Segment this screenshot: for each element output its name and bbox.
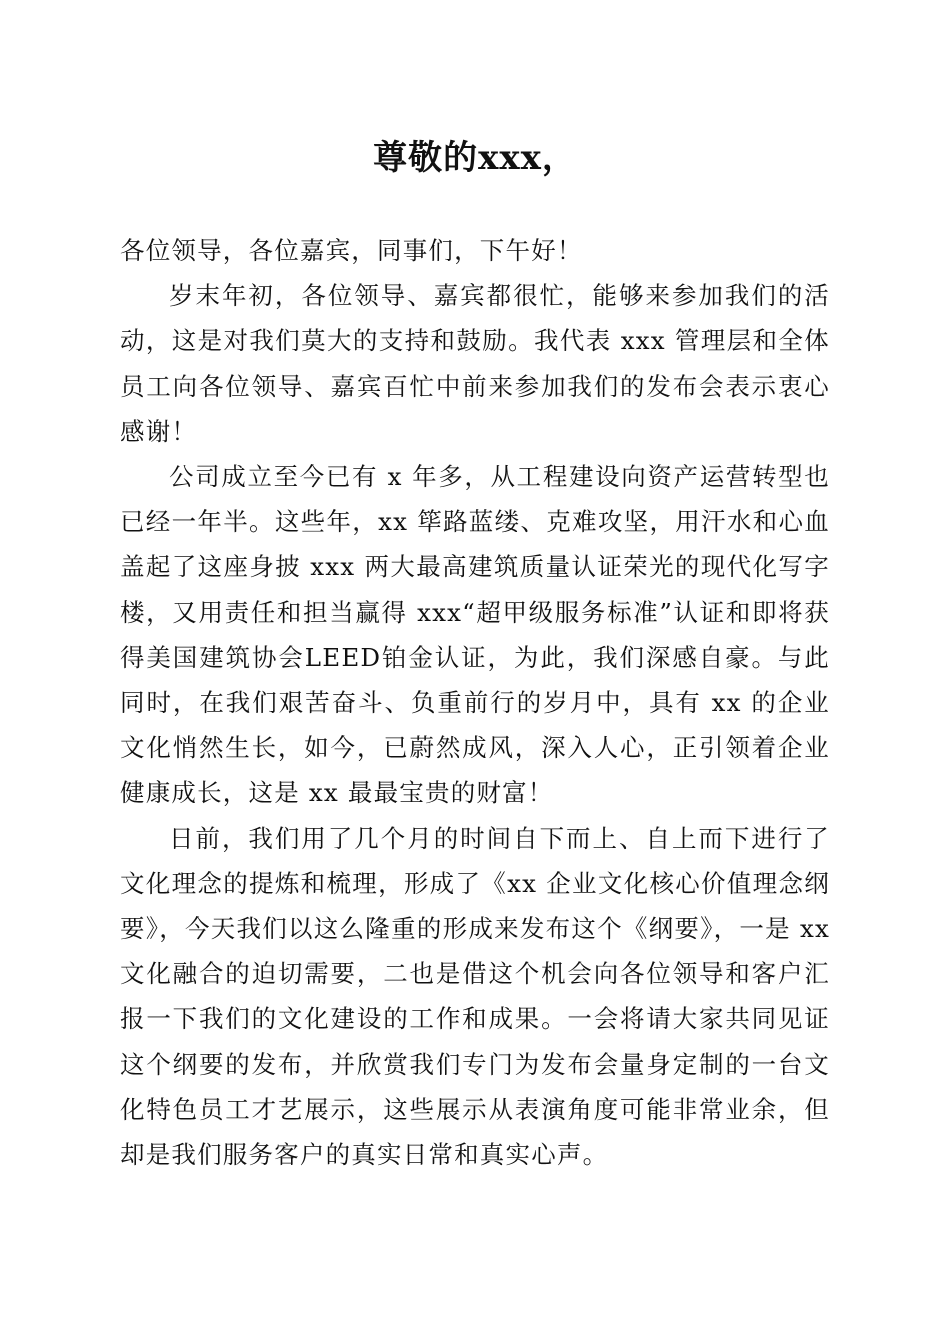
document-title: 尊敬的xxx， (373, 138, 577, 178)
paragraph-1: 岁末年初，各位领导、嘉宾都很忙，能够来参加我们的活动，这是对我们莫大的支持和鼓励。我代表 xxx 管理层和全体员工向各位领导、嘉宾百忙中前来参加我们的发布会表示衷心感谢！ (120, 281, 830, 446)
greeting-line: 各位领导，各位嘉宾，同事们，下午好！ (120, 236, 583, 265)
document-body (120, 228, 830, 1177)
paragraph-3: 日前，我们用了几个月的时间自下而上、自上而下进行了文化理念的提炼和梳理，形成了《xx 企业文化核心价值理念纲要》，今天我们以这么隆重的形成来发布这个《纲要》，一是 xx 文化融合的迫切需要，二也是借这个机会向各位领导和客户汇报一下我们的文化建设的工作和成果。一会将请大家共同见证这个纲要的发布，并欣赏我们专门为发布会量身定制的一台文化特色员工才艺展示，这些展示从表演角度可能非常业余，但却是我们服务客户的真实日常和真实心声。 (120, 823, 830, 1170)
paragraph-2: 公司成立至今已有 x 年多，从工程建设向资产运营转型也已经一年半。这些年，xx 筚路蓝缕、克难攻坚，用汗水和心血盖起了这座身披 xxx 两大最高建筑质量认证荣光的现代化写字楼，又用责任和担当赢得 xxx“超甲级服务标准”认证和即将获得美国建筑协会LEED铂金认证，为此，我们深感自豪。与此同时，在我们艰苦奋斗、负重前行的岁月中，具有 xx 的企业文化悄然生长，如今，已蔚然成风，深入人心，正引领着企业健康成长，这是 xx 最最宝贵的财富！ (120, 462, 830, 808)
